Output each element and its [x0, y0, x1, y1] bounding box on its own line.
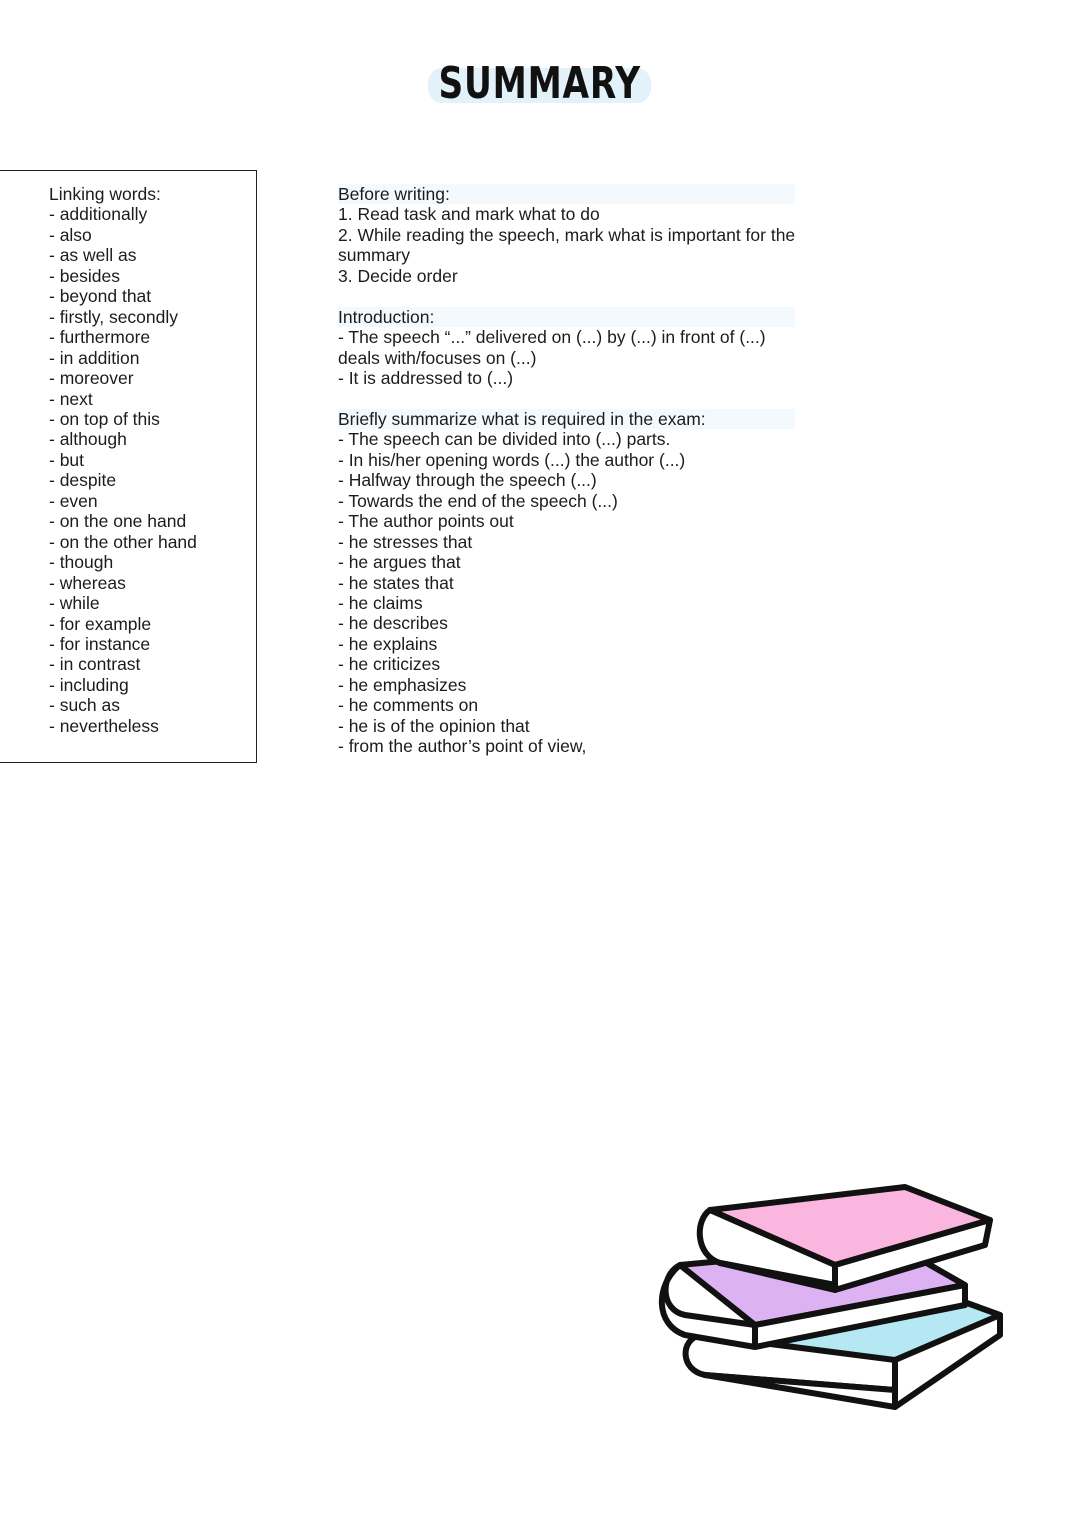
list-item: - on the one hand — [49, 511, 187, 532]
exam-line: - he argues that — [338, 552, 461, 573]
list-item: - though — [49, 552, 114, 573]
list-item: - on the other hand — [49, 531, 197, 552]
exam-heading: Briefly summarize what is required in the exam: — [338, 409, 795, 429]
list-item: - on top of this — [49, 408, 160, 429]
list-item: - also — [49, 224, 92, 245]
exam-line: - he describes — [338, 613, 448, 634]
exam-line: - In his/her opening words (...) the author (...) — [338, 449, 686, 470]
exam-line: - he is of the opinion that — [338, 715, 530, 736]
exam-line: - he claims — [338, 593, 423, 614]
list-item: - while — [49, 593, 100, 614]
list-item: - for example — [49, 613, 152, 634]
list-item: - firstly, secondly — [49, 306, 179, 327]
introduction-line: - The speech “...” delivered on (...) by (...) in front of (...) — [338, 327, 766, 348]
title-area — [0, 58, 1080, 109]
section-spacer — [338, 286, 795, 306]
exam-line: - from the author’s point of view, — [338, 736, 587, 757]
linking-words-heading: Linking words: — [49, 184, 161, 204]
list-item: - whereas — [49, 572, 126, 593]
list-item: - for instance — [49, 633, 151, 654]
list-item: - despite — [49, 470, 117, 491]
exam-line: - he states that — [338, 572, 454, 593]
list-item: - next — [49, 388, 93, 409]
introduction-line: deals with/focuses on (...) — [338, 347, 537, 368]
section-spacer — [338, 389, 795, 409]
list-item: - beyond that — [49, 286, 152, 307]
linking-words-list — [49, 184, 197, 736]
list-item: - in addition — [49, 347, 140, 368]
list-item: - such as — [49, 695, 120, 716]
exam-line: - Halfway through the speech (...) — [338, 470, 597, 491]
introduction-heading: Introduction: — [338, 307, 795, 327]
exam-line: - The speech can be divided into (...) parts. — [338, 429, 671, 450]
list-item: - even — [49, 490, 98, 511]
list-item: - nevertheless — [49, 715, 159, 736]
before-writing-line: summary — [338, 245, 410, 266]
list-item: - in contrast — [49, 654, 141, 675]
list-item: - furthermore — [49, 327, 151, 348]
list-item: - although — [49, 429, 127, 450]
exam-line: - The author points out — [338, 511, 514, 532]
exam-line: - he explains — [338, 633, 438, 654]
exam-line: - he criticizes — [338, 654, 441, 675]
list-item: - besides — [49, 265, 121, 286]
list-item: - moreover — [49, 368, 134, 389]
stack-of-books-icon — [655, 1175, 1015, 1445]
exam-line: - he stresses that — [338, 531, 473, 552]
list-item: - including — [49, 674, 129, 695]
before-writing-line: 1. Read task and mark what to do — [338, 204, 600, 225]
exam-line: - Towards the end of the speech (...) — [338, 490, 618, 511]
list-item: - but — [49, 449, 85, 470]
before-writing-line: 3. Decide order — [338, 265, 458, 286]
summary-instructions — [338, 184, 795, 757]
exam-line: - he comments on — [338, 695, 479, 716]
before-writing-line: 2. While reading the speech, mark what is important for the — [338, 224, 796, 245]
before-writing-heading: Before writing: — [338, 184, 795, 204]
list-item: - additionally — [49, 204, 148, 225]
list-item: - as well as — [49, 245, 137, 266]
page-title: SUMMARY — [428, 58, 652, 109]
exam-line: - he emphasizes — [338, 674, 467, 695]
introduction-line: - It is addressed to (...) — [338, 368, 514, 389]
